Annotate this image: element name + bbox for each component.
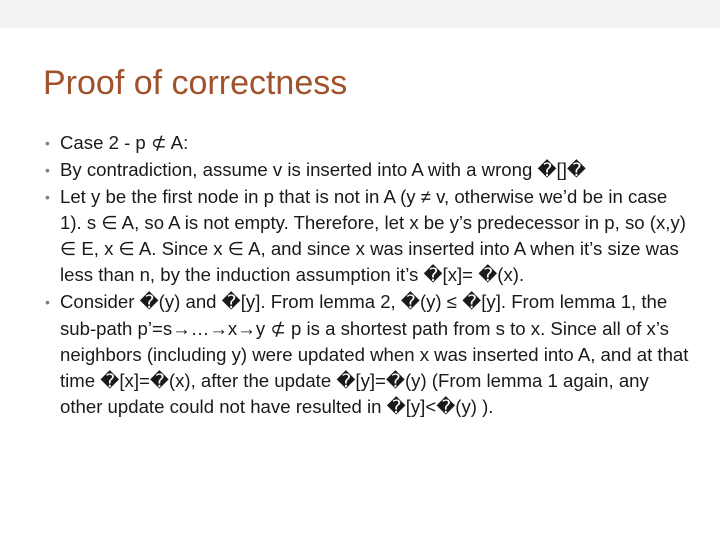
bullet-item bbox=[42, 184, 692, 289]
bullet-text: Consider �(y) and �[y]. From lemma 2, �(y) ≤ �[y]. From lemma 1, the sub-path p’=s→…→x→y ⊄ p is a shortest path from s to x. Since all of x’s neighbors (including y) were updated when x was inserted into A, and at that time �[x]=�(x), after the update �[y]=�(y) (From lemma 1 again, any other update could not have resulted in �[y]<�(y) ). bbox=[60, 291, 689, 418]
bullet-text: Case 2 - p ⊄ A: bbox=[60, 132, 189, 153]
bullet-text: Let y be the first node in p that is not in A (y ≠ v, otherwise we’d be in case 1). s ∈ A, so A is not empty. Therefore, let x be y’s predecessor in p, so (x,y) ∈ E, x ∈ A. Since x ∈ A, and since x was inserted into A when it’s size was less than n, by the induction assumption it’s �[x]= �(x). bbox=[60, 185, 686, 286]
bullet-dot-icon: • bbox=[45, 294, 50, 311]
bullet-item bbox=[42, 130, 692, 156]
top-band bbox=[0, 0, 720, 28]
bullet-text: By contradiction, assume v is inserted into A with a wrong �[]� bbox=[60, 158, 586, 180]
slide-title: Proof of correctness bbox=[43, 64, 348, 102]
bullet-list bbox=[42, 130, 692, 421]
bullet-dot-icon: • bbox=[45, 188, 50, 205]
bullet-dot-icon: • bbox=[45, 161, 50, 178]
bullet-item bbox=[42, 157, 692, 183]
bullet-dot-icon: • bbox=[45, 135, 50, 151]
bullet-item bbox=[42, 289, 692, 420]
